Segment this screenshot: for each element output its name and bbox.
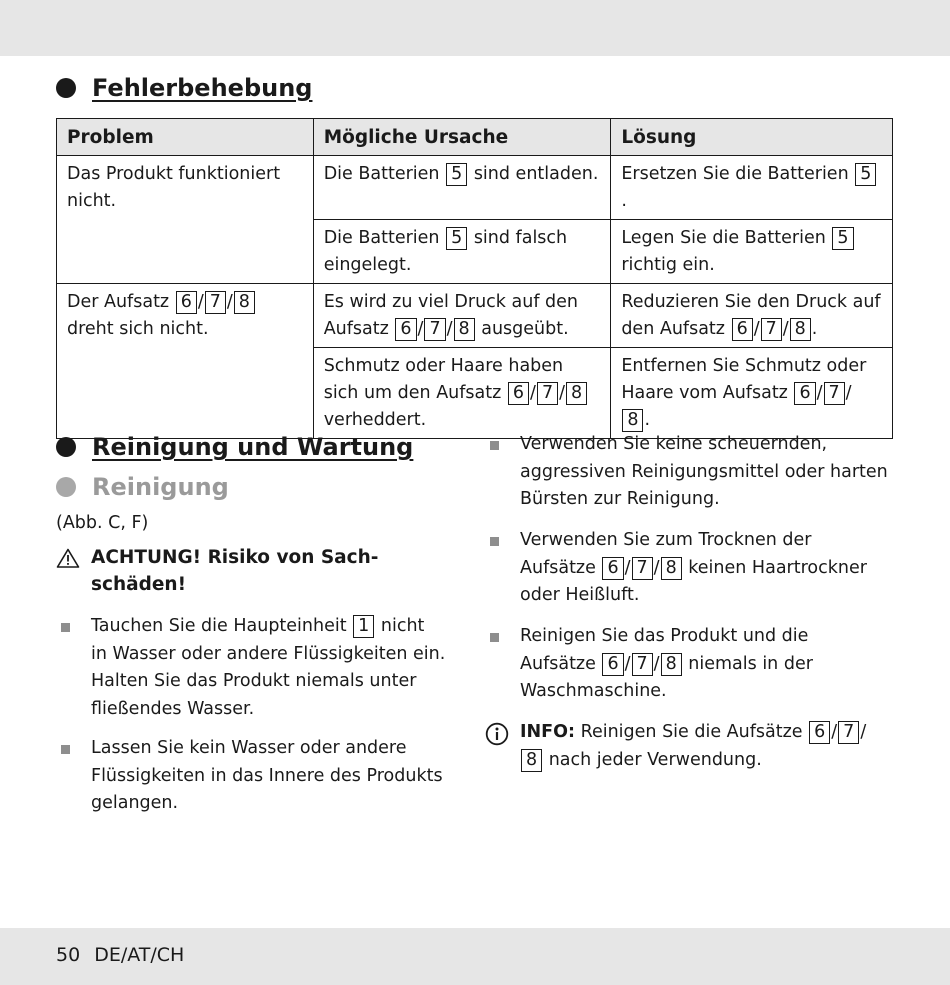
text: Legen Sie die Batterien xyxy=(621,228,826,248)
text: Der Aufsatz xyxy=(67,292,170,312)
top-band xyxy=(0,0,950,56)
heading-text: Reinigung und Wartung xyxy=(92,433,414,461)
part-number-box: 6 xyxy=(732,318,753,341)
part-number-box: 8 xyxy=(661,557,682,580)
table-row xyxy=(57,156,893,220)
bullet-dot-icon xyxy=(56,78,76,98)
list-item xyxy=(91,735,443,818)
part-number-box: 6 xyxy=(176,291,197,314)
part-number-box: 8 xyxy=(790,318,811,341)
text: ausgeübt. xyxy=(481,319,569,339)
bullet-square-icon xyxy=(490,441,499,450)
part-number-box: 8 xyxy=(454,318,475,341)
text: Es wird zu viel Druck auf den Aufsatz xyxy=(323,292,579,339)
col-header-solution: Lösung xyxy=(611,119,893,156)
heading-text: Fehlerbehebung xyxy=(92,74,313,102)
list-item: Verwenden Sie zum Trocknen der Aufsätze 6 / 7 / 8 keinen Haartrockner oder Heißluft. xyxy=(520,527,867,610)
part-number-box: 7 xyxy=(632,653,653,676)
text: . xyxy=(644,410,651,430)
part-number-box: 8 xyxy=(622,409,643,432)
text: Die Batterien xyxy=(323,164,440,184)
cause-cell: Schmutz oder Haare haben sich um den Aufsatz 6 / 7 / 8 verheddert. xyxy=(313,348,611,439)
text: Aufsätze xyxy=(520,557,596,578)
part-number-box: 6 xyxy=(602,557,623,580)
bullet-square-icon xyxy=(61,745,70,754)
text: Verwenden Sie zum Trocknen der xyxy=(520,530,812,550)
table-row xyxy=(57,284,893,348)
subheading-text: Reinigung xyxy=(92,473,229,501)
list-item xyxy=(91,613,445,723)
part-number-box: 1 xyxy=(353,615,374,638)
part-number-box: 8 xyxy=(566,382,587,405)
text: Entfernen Sie Schmutz oder Haare vom Aufsatz xyxy=(621,356,867,403)
text: . xyxy=(811,319,818,339)
text: Reinigen Sie das Produkt und die xyxy=(520,626,809,646)
part-number-box: 6 xyxy=(794,382,815,405)
info-icon xyxy=(485,722,509,746)
section-heading-care xyxy=(56,433,413,461)
warning-block xyxy=(56,544,378,598)
part-number-box: 5 xyxy=(855,163,876,186)
part-number-box: 7 xyxy=(537,382,558,405)
cause-cell xyxy=(313,220,611,284)
part-number-box: 7 xyxy=(824,382,845,405)
text: Ersetzen Sie die Batterien xyxy=(621,164,849,184)
solution-cell xyxy=(611,156,893,220)
text: aggressiven Reinigungsmittel oder harten xyxy=(520,461,888,482)
part-number-box: 5 xyxy=(446,227,467,250)
part-number-box: 7 xyxy=(632,557,653,580)
info-block: INFO: Reinigen Sie die Aufsätze 6 / 7 / 8 nach jeder Verwendung. xyxy=(520,722,867,770)
text: Bürsten zur Reinigung. xyxy=(520,489,720,509)
warning-triangle-icon xyxy=(56,548,80,568)
warning-text-line: schäden! xyxy=(91,574,187,595)
text: dreht sich nicht. xyxy=(67,319,209,339)
text: Lassen Sie kein Wasser oder andere xyxy=(91,738,407,758)
cause-cell xyxy=(313,156,611,220)
list-item: Reinigen Sie das Produkt und die Aufsätze 6 / 7 / 8 niemals in der Waschmaschine. xyxy=(520,623,813,706)
text: fließendes Wasser. xyxy=(91,698,255,719)
cause-cell: Es wird zu viel Druck auf den Aufsatz 6 / 7 / 8 ausgeübt. xyxy=(313,284,611,348)
part-number-box: 7 xyxy=(838,721,859,744)
bullet-square-icon xyxy=(61,623,70,632)
page-footer xyxy=(56,944,198,966)
part-number-box: 6 xyxy=(809,721,830,744)
text: keinen Haartrockner xyxy=(688,557,867,578)
figure-reference: (Abb. C, F) xyxy=(56,513,149,533)
part-number-box: 6 xyxy=(395,318,416,341)
text: richtig ein. xyxy=(621,255,715,275)
text: nicht xyxy=(380,616,425,636)
part-number-box: 6 xyxy=(508,382,529,405)
text: sind falsch eingelegt. xyxy=(323,228,568,275)
solution-cell xyxy=(611,220,893,284)
text: . xyxy=(621,191,627,211)
col-header-cause: Mögliche Ursache xyxy=(313,119,611,156)
text: nach jeder Verwendung. xyxy=(548,749,762,770)
bullet-square-icon xyxy=(490,537,499,546)
text: Verwenden Sie keine scheuernden, xyxy=(520,434,828,454)
bullet-dot-icon xyxy=(56,437,76,457)
part-number-box: 8 xyxy=(661,653,682,676)
warning-text-line: ACHTUNG! Risiko von Sach- xyxy=(91,547,379,568)
part-number-box: 8 xyxy=(234,291,255,314)
list-item xyxy=(520,431,888,514)
part-number-box: 7 xyxy=(205,291,226,314)
text: verheddert. xyxy=(323,410,427,430)
problem-cell: Der Aufsatz 6 / 7 / 8 dreht sich nicht. xyxy=(57,284,314,439)
table-header-row xyxy=(57,119,893,156)
troubleshooting-table xyxy=(56,118,893,439)
text: Tauchen Sie die Haupteinheit xyxy=(91,616,347,636)
text: sind entladen. xyxy=(473,164,599,184)
col-header-problem: Problem xyxy=(57,119,314,156)
text: Waschmaschine. xyxy=(520,681,667,701)
text: Flüssigkeiten in das Innere des Produkts xyxy=(91,765,443,786)
part-number-box: 6 xyxy=(602,653,623,676)
section-heading-troubleshooting xyxy=(56,74,312,102)
bullet-dot-icon xyxy=(56,477,76,497)
bullet-square-icon xyxy=(490,633,499,642)
info-label: INFO: xyxy=(520,722,575,742)
text: gelangen. xyxy=(91,793,179,813)
text: Halten Sie das Produkt niemals unter xyxy=(91,671,417,691)
page-number: 50 xyxy=(56,944,81,966)
part-number-box: 5 xyxy=(446,163,467,186)
part-number-box: 8 xyxy=(521,749,542,772)
locale-label: DE/AT/CH xyxy=(94,944,185,966)
part-number-box: 7 xyxy=(424,318,445,341)
solution-cell: Reduzieren Sie den Druck auf den Aufsatz 6 / 7 / 8 . xyxy=(611,284,893,348)
problem-cell: Das Produkt funktioniert nicht. xyxy=(57,156,314,284)
text: Reinigen Sie die Aufsätze xyxy=(580,722,803,742)
solution-cell: Entfernen Sie Schmutz oder Haare vom Aufsatz 6 / 7 / 8 . xyxy=(611,348,893,439)
part-number-box: 5 xyxy=(832,227,853,250)
part-number-box: 7 xyxy=(761,318,782,341)
subsection-heading-cleaning xyxy=(56,473,229,501)
text: niemals in der xyxy=(688,653,813,674)
text: Die Batterien xyxy=(323,228,440,248)
text: Schmutz oder Haare haben sich um den Aufsatz xyxy=(323,356,564,403)
text: Reduzieren Sie den Druck auf den Aufsatz xyxy=(621,292,881,339)
text: in Wasser oder andere Flüssigkeiten ein. xyxy=(91,643,446,664)
text: Aufsätze xyxy=(520,653,596,674)
text: oder Heißluft. xyxy=(520,585,640,605)
